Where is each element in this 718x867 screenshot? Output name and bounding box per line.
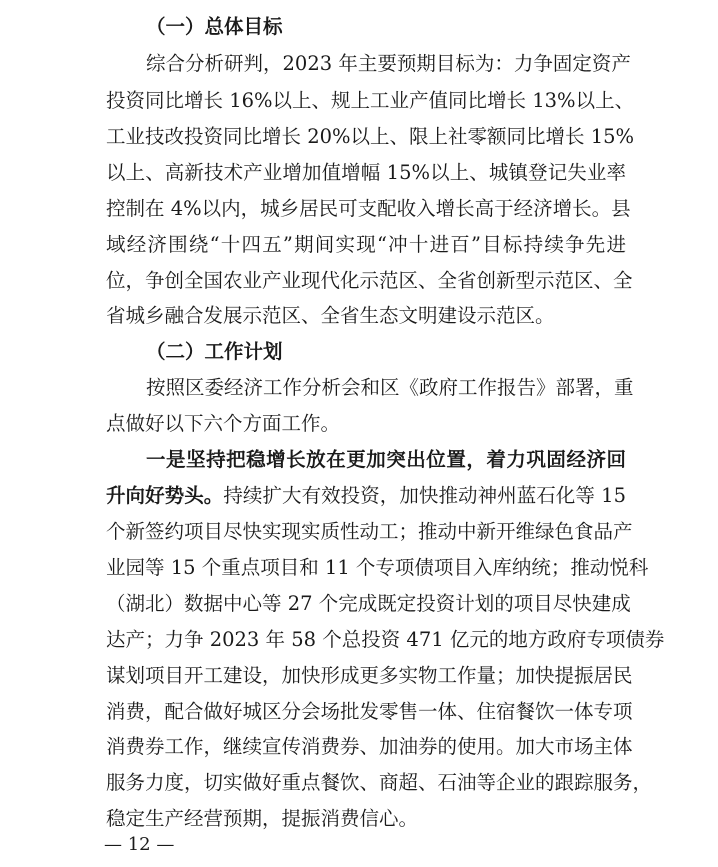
paragraph-line: 域经济围绕“十四五”期间实现“冲十进百”目标持续争先进 xyxy=(106,233,626,256)
paragraph-line: 消费，配合做好城区分会场批发零售一体、住宿餐饮一体专项 xyxy=(106,700,633,723)
bold-lead-continuation: 升向好势头。 xyxy=(106,484,224,507)
page-number: — 12 — xyxy=(104,834,175,855)
paragraph-line: 达产；力争 2023 年 58 个总投资 471 亿元的地方政府专项债券 xyxy=(106,628,665,651)
paragraph-line: 控制在 4%以内，城乡居民可支配收入增长高于经济增长。县 xyxy=(106,197,631,220)
section-heading-work-plan: （二）工作计划 xyxy=(146,340,283,363)
paragraph-line: 以上、高新技术产业增加值增幅 15%以上、城镇登记失业率 xyxy=(106,161,626,184)
paragraph-line: 投资同比增长 16%以上、规上工业产值同比增长 13%以上、 xyxy=(106,89,635,112)
paragraph-line: 按照区委经济工作分析会和区《政府工作报告》部署，重 xyxy=(146,376,634,399)
paragraph-line: 稳定生产经营预期，提振消费信心。 xyxy=(106,807,419,830)
paragraph-line: 工业技改投资同比增长 20%以上、限上社零额同比增长 15% xyxy=(106,125,635,148)
paragraph-line: 位，争创全国农业产业现代化示范区、全省创新型示范区、全 xyxy=(106,269,633,292)
bold-lead-line: 一是坚持把稳增长放在更加突出位置，着力巩固经济回 xyxy=(146,448,626,471)
paragraph-line: 服务力度，切实做好重点餐饮、商超、石油等企业的跟踪服务， xyxy=(106,771,653,794)
section-heading-overall-goals: （一）总体目标 xyxy=(146,15,283,38)
paragraph-line: 谋划项目开工建设，加快形成更多实物工作量；加快提振居民 xyxy=(106,664,633,687)
paragraph-line: 点做好以下六个方面工作。 xyxy=(106,412,341,435)
paragraph-line: 个新签约项目尽快实现实质性动工；推动中新开维绿色食品产 xyxy=(106,520,633,543)
paragraph-line: 省城乡融合发展示范区、全省生态文明建设示范区。 xyxy=(106,304,555,327)
paragraph-line: 消费券工作，继续宣传消费券、加油券的使用。加大市场主体 xyxy=(106,735,633,758)
paragraph-line: 综合分析研判，2023 年主要预期目标为：力争固定资产 xyxy=(146,52,631,75)
paragraph-line: 业园等 15 个重点项目和 11 个专项债项目入库纳统；推动悦科 xyxy=(106,556,649,579)
paragraph-line-mixed xyxy=(106,482,626,510)
paragraph-line: （湖北）数据中心等 27 个完成既定投资计划的项目尽快建成 xyxy=(106,592,631,615)
paragraph-line-rest: 持续扩大有效投资，加快推动神州蓝石化等 15 xyxy=(223,484,626,507)
